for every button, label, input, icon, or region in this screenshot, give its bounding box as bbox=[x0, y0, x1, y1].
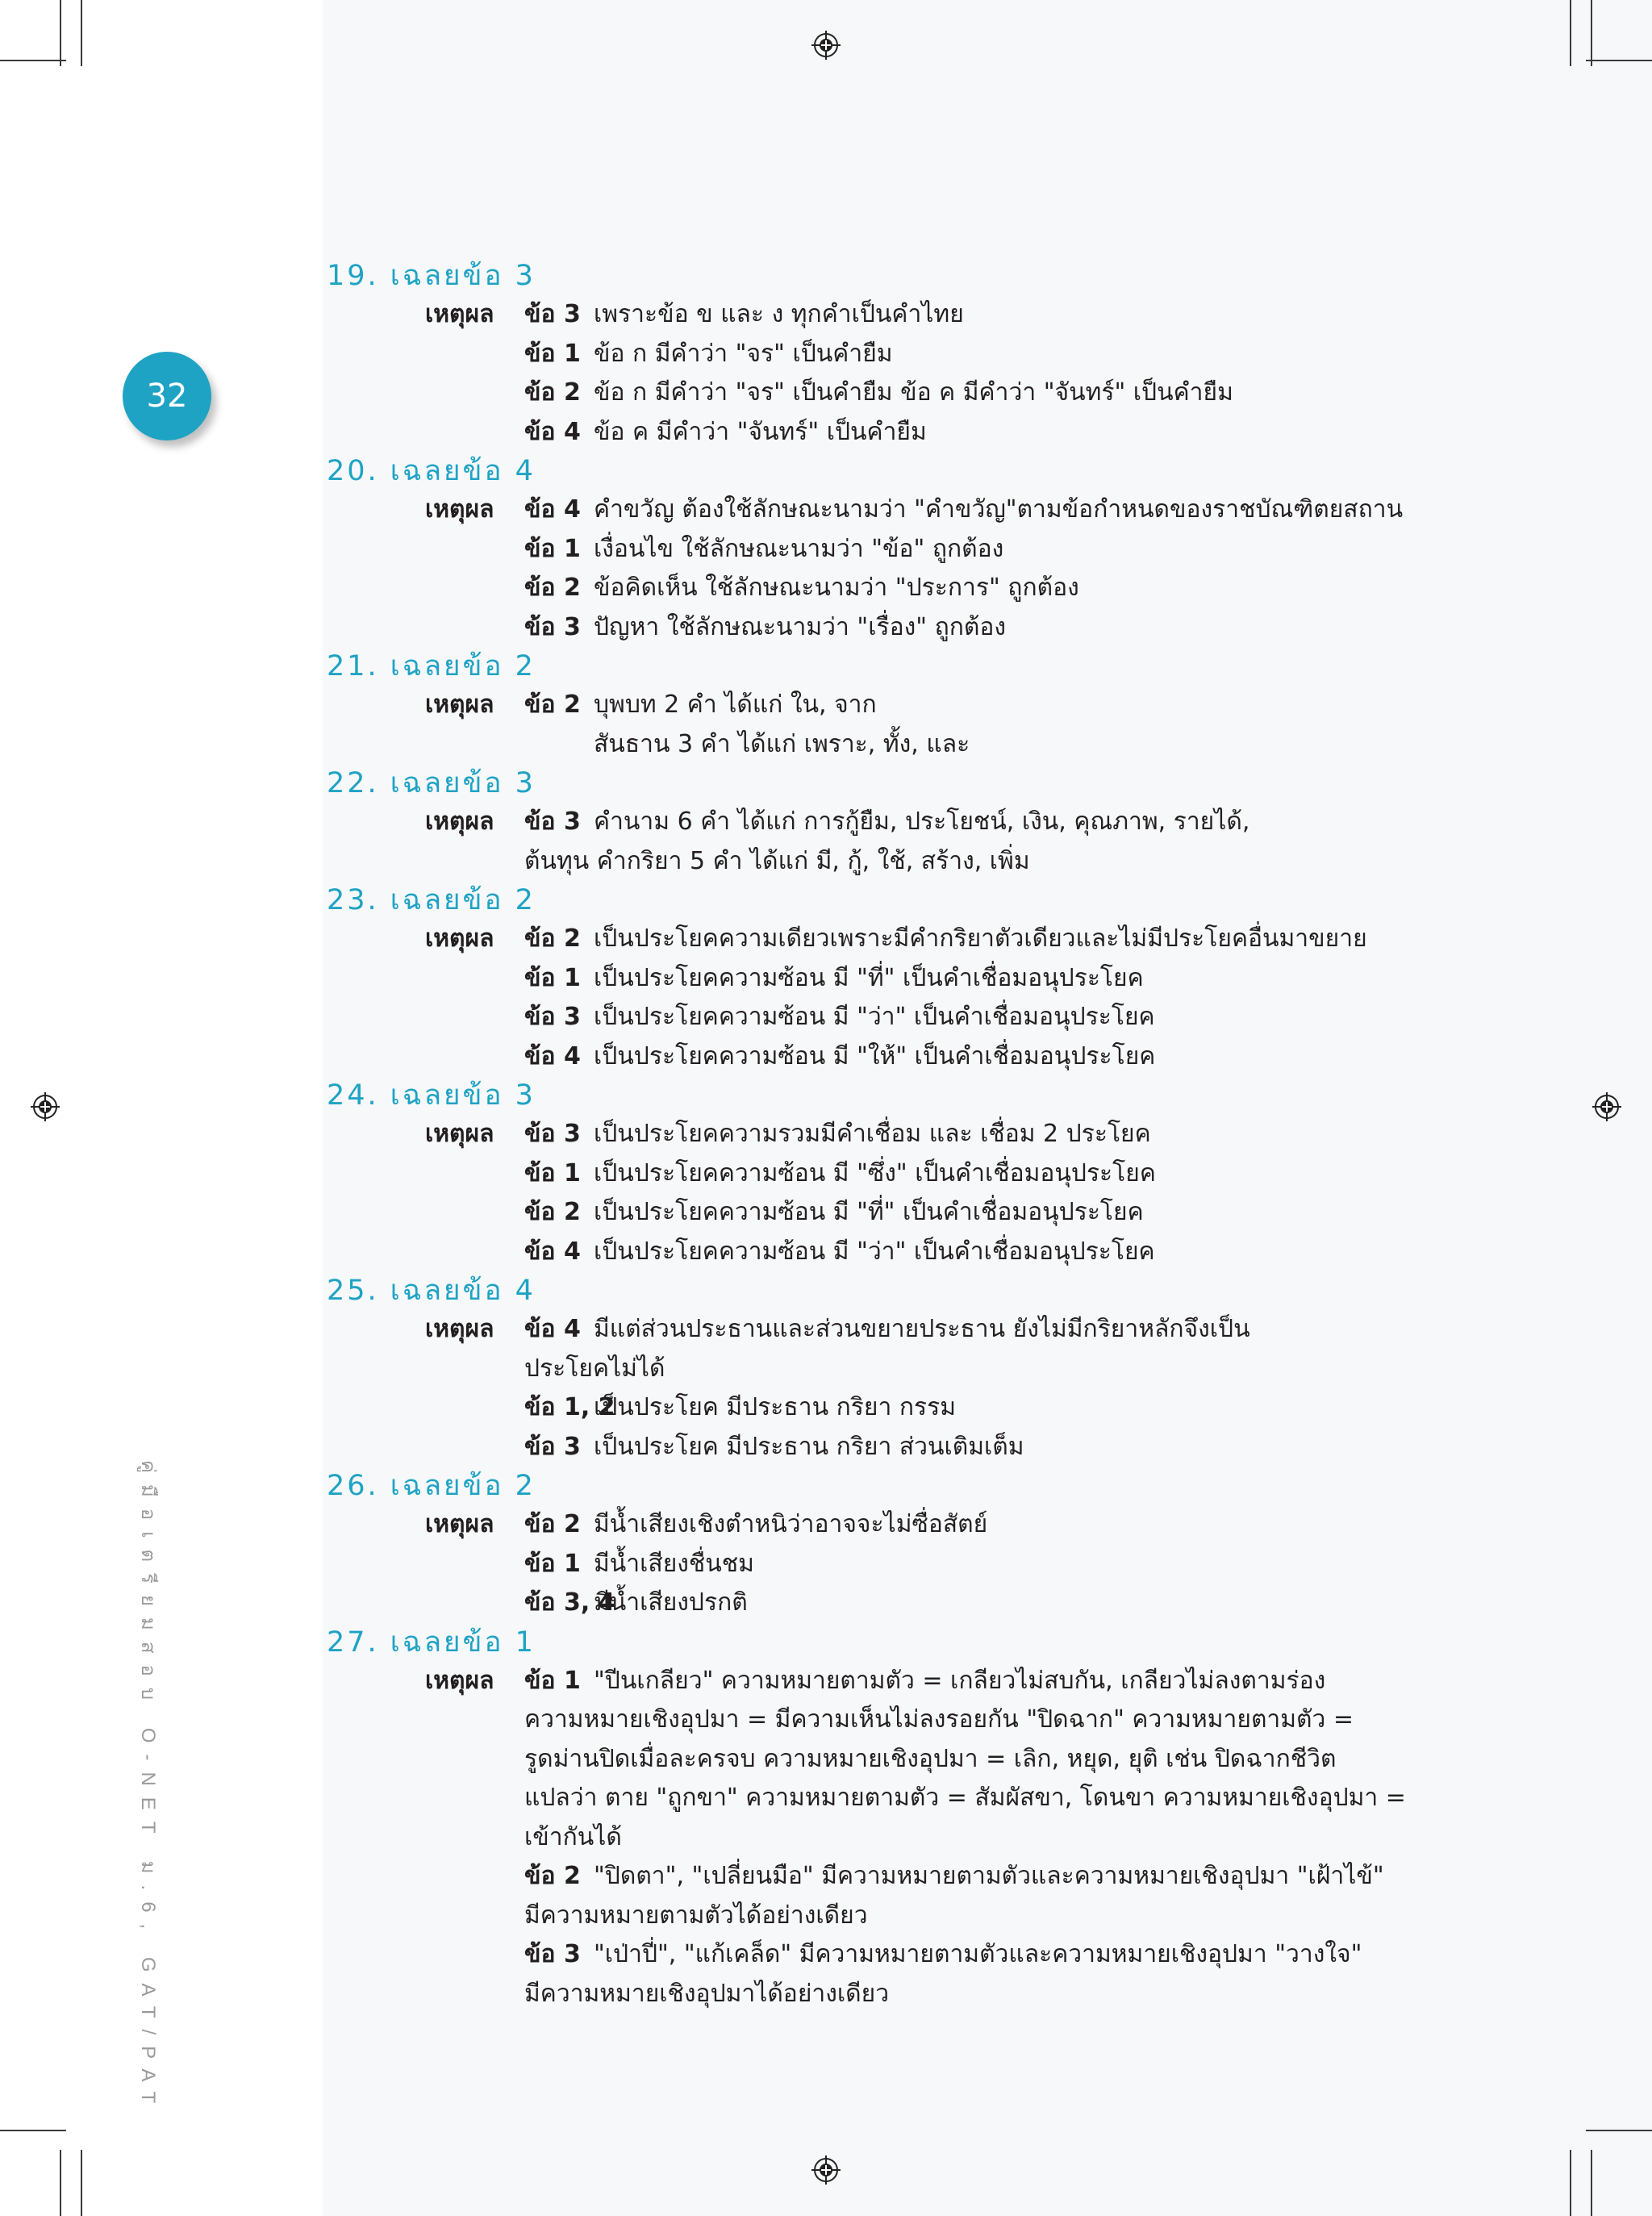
reason-line bbox=[327, 1154, 1440, 1194]
reason-line bbox=[327, 920, 1440, 959]
reason-line bbox=[327, 1233, 1440, 1272]
reason-label: เหตุผล bbox=[425, 1510, 494, 1538]
reason-label: เหตุผล bbox=[425, 1315, 494, 1343]
reason-line bbox=[327, 959, 1440, 999]
reason-text: บุพบท 2 คำ ได้แก่ ใน, จาก bbox=[594, 691, 877, 719]
reason-text: "เป่าปี่", "แก้เคล็ด" มีความหมายตามตัวและความหมายเชิงอุปมา "วางใจ" bbox=[594, 1940, 1362, 1968]
answer-key-content bbox=[327, 257, 1440, 2014]
reason-label bbox=[327, 1584, 524, 1623]
crop-mark bbox=[1570, 2150, 1571, 2216]
reason-text: "ปิดตา", "เปลี่ยนมือ" มีความหมายตามตัวและความหมายเชิงอุปมา "เฝ้าไข้" bbox=[594, 1862, 1384, 1890]
choice-label: ข้อ 1 bbox=[524, 534, 581, 563]
choice-label: ข้อ 2 bbox=[524, 924, 581, 953]
answer-block bbox=[327, 452, 1440, 647]
choice-label: ข้อ 1 bbox=[524, 1666, 581, 1695]
reason-text: คำนาม 6 คำ ได้แก่ การกู้ยืม, ประโยชน์, เงิน, คุณภาพ, รายได้, bbox=[594, 808, 1250, 836]
reason-label bbox=[327, 608, 524, 648]
reason-line bbox=[327, 1584, 1440, 1623]
crop-mark bbox=[1591, 2150, 1592, 2216]
reason-label bbox=[327, 413, 524, 453]
reason-line bbox=[327, 295, 1440, 335]
reason-line bbox=[327, 725, 1440, 765]
reason-label bbox=[327, 1233, 524, 1272]
choice-label: ข้อ 2 bbox=[524, 574, 581, 602]
reason-label bbox=[327, 1545, 524, 1584]
choice-label: ข้อ 4 bbox=[524, 417, 581, 446]
reason-text: เป็นประโยคความซ้อน มี "ซึ่ง" เป็นคำเชื่อมอนุประโยค bbox=[594, 1158, 1156, 1187]
answer-heading: 26. เฉลยข้อ 2 bbox=[327, 1470, 536, 1502]
reason-text: เป็นประโยคความซ้อน มี "ให้" เป็นคำเชื่อมอนุประโยค bbox=[594, 1041, 1156, 1070]
choice-label: ข้อ 2 bbox=[524, 1198, 581, 1226]
reason-text-continuation: มีความหมายตามตัวได้อย่างเดียว bbox=[524, 1901, 868, 1930]
reason-line bbox=[327, 1505, 1440, 1545]
crop-mark bbox=[1586, 60, 1652, 61]
reason-label: เหตุผล bbox=[425, 808, 494, 836]
reason-label: เหตุผล bbox=[425, 300, 494, 328]
answer-block bbox=[327, 764, 1440, 881]
reason-text-continuation: แปลว่า ตาย "ถูกขา" ความหมายตามตัว = สัมผัสขา, โดนขา ความหมายเชิงอุปมา = bbox=[524, 1784, 1406, 1812]
reason-text-continuation: ความหมายเชิงอุปมา = มีความเห็นไม่ลงรอยกัน "ปิดฉาก" ความหมายตามตัว = bbox=[524, 1705, 1354, 1734]
reason-label bbox=[327, 1935, 524, 1975]
side-book-title: คู่มือเตรียมสอบ O-NET ม.6, GAT/PAT bbox=[137, 1460, 159, 2115]
choice-label: ข้อ 4 bbox=[524, 495, 581, 524]
reason-text: ข้อ ก มีคำว่า "จร" เป็นคำยืม bbox=[594, 339, 893, 368]
reason-label bbox=[327, 998, 524, 1037]
reason-line bbox=[327, 569, 1440, 608]
reason-line bbox=[327, 1193, 1440, 1233]
reason-label bbox=[327, 1037, 524, 1077]
reason-label bbox=[327, 569, 524, 608]
choice-label: ข้อ 3 bbox=[524, 1940, 581, 1968]
registration-mark-icon bbox=[810, 29, 842, 61]
choice-label: ข้อ 1 bbox=[524, 963, 581, 992]
reason-text: เป็นประโยค มีประธาน กริยา กรรม bbox=[594, 1393, 957, 1421]
registration-mark-icon bbox=[810, 2154, 842, 2186]
reason-label bbox=[327, 1193, 524, 1233]
choice-label: ข้อ 1 bbox=[524, 339, 581, 368]
crop-mark bbox=[60, 2150, 61, 2216]
choice-label: ข้อ 2 bbox=[524, 691, 581, 719]
choice-label: ข้อ 4 bbox=[524, 1315, 581, 1343]
reason-line bbox=[327, 1935, 1440, 1975]
answer-block bbox=[327, 1467, 1440, 1623]
choice-label: ข้อ 3 bbox=[524, 808, 581, 836]
reason-text: เป็นประโยคความซ้อน มี "ว่า" เป็นคำเชื่อมอนุประโยค bbox=[594, 1237, 1155, 1266]
reason-label bbox=[327, 1154, 524, 1194]
reason-label bbox=[327, 959, 524, 999]
reason-text: เพราะข้อ ข และ ง ทุกคำเป็นคำไทย bbox=[594, 300, 964, 328]
reason-text: ข้อ ก มีคำว่า "จร" เป็นคำยืม ข้อ ค มีคำว่า "จันทร์" เป็นคำยืม bbox=[594, 378, 1233, 407]
choice-label: ข้อ 3, 4 bbox=[524, 1588, 615, 1617]
answer-heading: 19. เฉลยข้อ 3 bbox=[327, 260, 536, 292]
reason-line bbox=[327, 803, 1440, 842]
reason-label bbox=[327, 1857, 524, 1897]
answer-block bbox=[327, 1623, 1440, 2014]
answer-block bbox=[327, 881, 1440, 1076]
reason-label bbox=[327, 374, 524, 413]
registration-mark-icon bbox=[1591, 1091, 1623, 1123]
reason-label bbox=[327, 335, 524, 374]
reason-text: ปัญหา ใช้ลักษณะนามว่า "เรื่อง" ถูกต้อง bbox=[594, 612, 1007, 641]
reason-text: เป็นประโยคความซ้อน มี "ที่" เป็นคำเชื่อมอนุประโยค bbox=[594, 963, 1144, 992]
reason-line bbox=[327, 1857, 1440, 1897]
answer-block bbox=[327, 1076, 1440, 1271]
choice-label: ข้อ 3 bbox=[524, 300, 581, 328]
reason-text: มีน้ำเสียงเชิงตำหนิว่าอาจจะไม่ซื่อสัตย์ bbox=[594, 1510, 988, 1538]
reason-line bbox=[327, 530, 1440, 570]
reason-line bbox=[327, 686, 1440, 725]
choice-label: ข้อ 3 bbox=[524, 1120, 581, 1148]
crop-mark bbox=[1591, 0, 1592, 66]
answer-block bbox=[327, 257, 1440, 452]
reason-text: "ปีนเกลียว" ความหมายตามตัว = เกลียวไม่สบกัน, เกลียวไม่ลงตามร่อง bbox=[594, 1666, 1326, 1695]
registration-mark-icon bbox=[29, 1091, 61, 1123]
page-number-badge: 32 bbox=[123, 352, 211, 440]
choice-label: ข้อ 4 bbox=[524, 1041, 581, 1070]
choice-label: ข้อ 2 bbox=[524, 1862, 581, 1890]
crop-mark bbox=[1570, 0, 1571, 66]
answer-heading: 21. เฉลยข้อ 2 bbox=[327, 650, 536, 682]
reason-text-continuation: รูดม่านปิดเมื่อละครจบ ความหมายเชิงอุปมา = เลิก, หยุด, ยุติ เช่น ปิดฉากชีวิต bbox=[524, 1744, 1337, 1773]
reason-line bbox=[327, 608, 1440, 648]
choice-label bbox=[524, 725, 594, 765]
crop-mark bbox=[0, 2130, 66, 2131]
reason-text-continuation: ต้นทุน คำกริยา 5 คำ ได้แก่ มี, กู้, ใช้, สร้าง, เพิ่ม bbox=[524, 846, 1030, 875]
reason-text: เงื่อนไข ใช้ลักษณะนามว่า "ข้อ" ถูกต้อง bbox=[594, 534, 1004, 563]
crop-mark bbox=[1586, 2130, 1652, 2131]
answer-heading: 25. เฉลยข้อ 4 bbox=[327, 1275, 536, 1307]
reason-line bbox=[327, 490, 1440, 530]
reason-text: มีแต่ส่วนประธานและส่วนขยายประธาน ยังไม่มีกริยาหลักจึงเป็น bbox=[594, 1315, 1250, 1343]
choice-label: ข้อ 1 bbox=[524, 1549, 581, 1578]
reason-line bbox=[327, 413, 1440, 453]
reason-text: สันธาน 3 คำ ได้แก่ เพราะ, ทั้ง, และ bbox=[594, 729, 970, 758]
choice-label: ข้อ 1 bbox=[524, 1158, 581, 1187]
reason-text: ข้อ ค มีคำว่า "จันทร์" เป็นคำยืม bbox=[594, 417, 927, 446]
reason-line bbox=[327, 1662, 1440, 1701]
reason-line bbox=[327, 1545, 1440, 1584]
reason-text-continuation: ประโยคไม่ได้ bbox=[524, 1354, 665, 1383]
answer-block bbox=[327, 647, 1440, 764]
crop-mark bbox=[60, 0, 61, 66]
crop-mark bbox=[0, 60, 66, 61]
reason-label: เหตุผล bbox=[425, 924, 494, 953]
choice-label: ข้อ 4 bbox=[524, 1237, 581, 1266]
choice-label: ข้อ 3 bbox=[524, 612, 581, 641]
reason-line bbox=[327, 335, 1440, 374]
reason-text: เป็นประโยคความเดียวเพราะมีคำกริยาตัวเดียวและไม่มีประโยคอื่นมาขยาย bbox=[594, 924, 1367, 953]
reason-text-continuation: มีความหมายเชิงอุปมาได้อย่างเดียว bbox=[524, 1979, 890, 2008]
reason-label: เหตุผล bbox=[425, 1120, 494, 1148]
reason-label: เหตุผล bbox=[425, 691, 494, 719]
choice-label: ข้อ 3 bbox=[524, 1003, 581, 1031]
reason-label bbox=[327, 530, 524, 570]
reason-text: ข้อคิดเห็น ใช้ลักษณะนามว่า "ประการ" ถูกต้อง bbox=[594, 574, 1079, 602]
reason-line bbox=[327, 1428, 1440, 1467]
crop-mark bbox=[81, 0, 82, 66]
answer-block bbox=[327, 1271, 1440, 1467]
reason-text-continuation: เข้ากันได้ bbox=[524, 1822, 622, 1851]
reason-text: มีน้ำเสียงชื่นชม bbox=[594, 1549, 754, 1578]
reason-line bbox=[327, 1310, 1440, 1350]
reason-text: คำขวัญ ต้องใช้ลักษณะนามว่า "คำขวัญ"ตามข้อกำหนดของราชบัณฑิตยสถาน bbox=[594, 495, 1404, 524]
reason-label bbox=[327, 1388, 524, 1428]
reason-line bbox=[327, 1388, 1440, 1428]
reason-line bbox=[327, 374, 1440, 413]
choice-label: ข้อ 2 bbox=[524, 1510, 581, 1538]
choice-label: ข้อ 2 bbox=[524, 378, 581, 407]
answer-heading: 27. เฉลยข้อ 1 bbox=[327, 1625, 536, 1659]
reason-label: เหตุผล bbox=[425, 1666, 494, 1695]
answer-heading: 20. เฉลยข้อ 4 bbox=[327, 455, 536, 487]
answer-heading: 23. เฉลยข้อ 2 bbox=[327, 884, 536, 916]
answer-heading: 22. เฉลยข้อ 3 bbox=[327, 767, 536, 799]
choice-label: ข้อ 3 bbox=[524, 1432, 581, 1461]
choice-label: ข้อ 1, 2 bbox=[524, 1393, 615, 1421]
reason-text: เป็นประโยคความซ้อน มี "ว่า" เป็นคำเชื่อมอนุประโยค bbox=[594, 1003, 1155, 1031]
reason-text: เป็นประโยคความรวมมีคำเชื่อม และ เชื่อม 2 ประโยค bbox=[594, 1120, 1151, 1148]
reason-line bbox=[327, 1115, 1440, 1154]
answer-heading: 24. เฉลยข้อ 3 bbox=[327, 1079, 536, 1112]
reason-label bbox=[327, 725, 524, 765]
reason-line bbox=[327, 1037, 1440, 1077]
reason-label: เหตุผล bbox=[425, 495, 494, 524]
crop-mark bbox=[81, 2150, 82, 2216]
reason-text: เป็นประโยคความซ้อน มี "ที่" เป็นคำเชื่อมอนุประโยค bbox=[594, 1198, 1144, 1226]
reason-label bbox=[327, 1428, 524, 1467]
reason-line bbox=[327, 998, 1440, 1037]
reason-text: มีน้ำเสียงปรกติ bbox=[594, 1588, 748, 1617]
reason-text: เป็นประโยค มีประธาน กริยา ส่วนเติมเต็ม bbox=[594, 1432, 1024, 1461]
